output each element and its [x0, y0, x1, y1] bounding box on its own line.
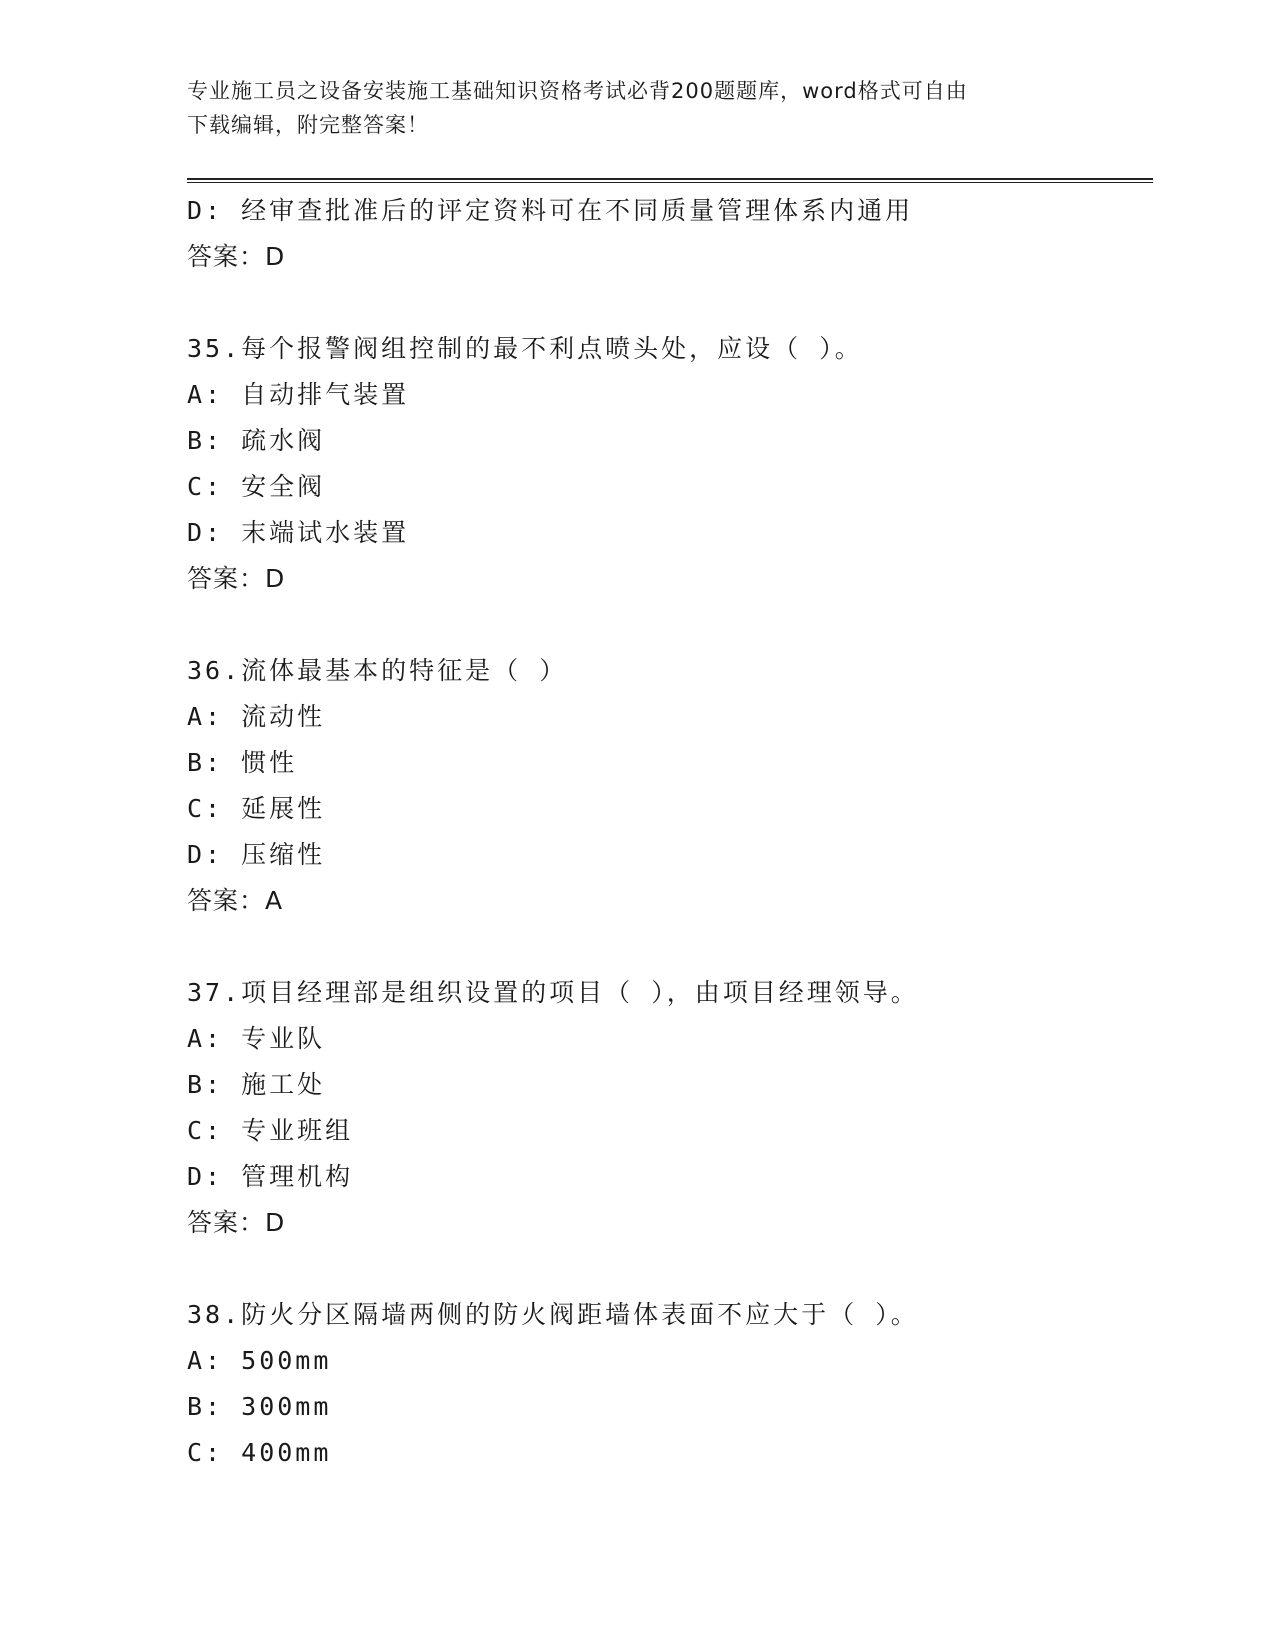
question-stem: 35.每个报警阀组控制的最不利点喷头处，应设（ ）。: [187, 334, 863, 363]
option-b: B: 300mm: [187, 1392, 332, 1421]
question-stem: 37.项目经理部是组织设置的项目（ ），由项目经理领导。: [187, 978, 919, 1007]
question-stem: 38.防火分区隔墙两侧的防火阀距墙体表面不应大于（ ）。: [187, 1300, 919, 1329]
option-d: D: 经审查批准后的评定资料可在不同质量管理体系内通用: [187, 196, 914, 225]
option-b: B: 惯性: [187, 748, 298, 777]
header-divider-thick: [187, 178, 1153, 180]
answer-line: 答案：D: [187, 564, 286, 593]
answer-line: 答案：A: [187, 886, 284, 915]
option-d: D: 压缩性: [187, 840, 326, 869]
option-a: A: 自动排气装置: [187, 380, 410, 409]
option-c: C: 安全阀: [187, 472, 326, 501]
option-b: B: 疏水阀: [187, 426, 326, 455]
document-header: [187, 74, 1087, 142]
question-block-38: [187, 1292, 1187, 1476]
header-line-2: 下载编辑，附完整答案！: [187, 113, 429, 137]
header-divider-thin: [187, 182, 1153, 183]
answer-line: 答案：D: [187, 1208, 286, 1237]
spacer: [187, 1246, 1187, 1292]
option-a: A: 专业队: [187, 1024, 326, 1053]
option-c: C: 专业班组: [187, 1116, 354, 1145]
option-a: A: 流动性: [187, 702, 326, 731]
option-d: D: 管理机构: [187, 1162, 354, 1191]
question-block-36: [187, 648, 1187, 924]
option-c: C: 400mm: [187, 1438, 332, 1467]
option-d: D: 末端试水装置: [187, 518, 410, 547]
question-stem: 36.流体最基本的特征是（ ）: [187, 656, 568, 685]
answer-line: 答案：D: [187, 242, 286, 271]
question-block-35: [187, 326, 1187, 602]
question-block-37: [187, 970, 1187, 1246]
question-block-prev: [187, 188, 1187, 280]
spacer: [187, 280, 1187, 326]
option-c: C: 延展性: [187, 794, 326, 823]
spacer: [187, 924, 1187, 970]
question-list: [187, 188, 1187, 1476]
option-b: B: 施工处: [187, 1070, 326, 1099]
header-line-1: 专业施工员之设备安装施工基础知识资格考试必背200题题库，word格式可自由: [187, 79, 968, 103]
spacer: [187, 602, 1187, 648]
option-a: A: 500mm: [187, 1346, 332, 1375]
